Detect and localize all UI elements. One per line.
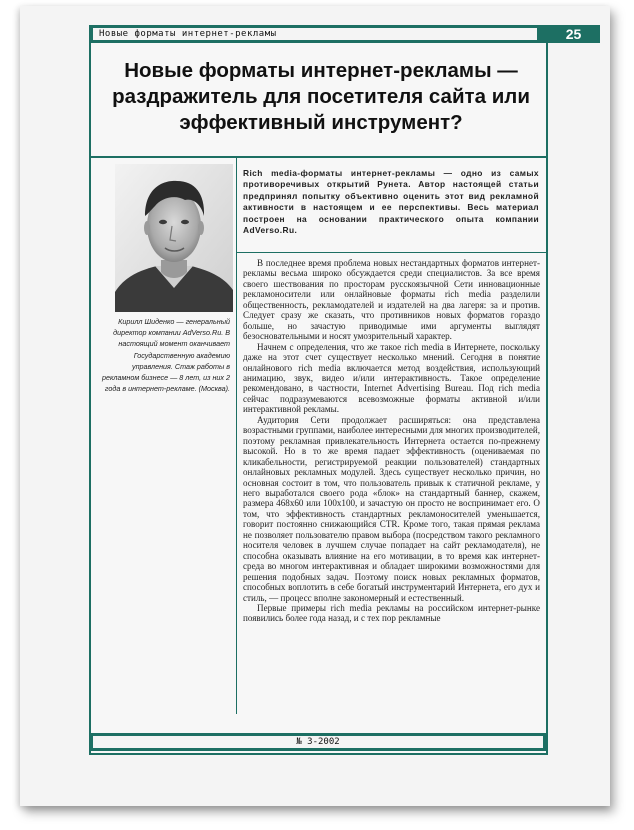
article-title: Новые форматы интернет-рекламы — раздражитель для посетителя сайта или эффективный инструмент? [112,59,530,134]
body-paragraph: В последнее время проблема новых нестандартных форматов интернет-рекламы весьма широко обсуждается среди специалистов. За все время своего шествования по просторам русскоязычной Сети инновационные рекламоносители или онлайновые форматы rich media разделили общественность, рекламодателей и издателей на два лагеря: за и против. Следует сразу же сказать, что противников новых форматов гораздо больше, но зачастую приводимые ими аргументы выглядят безосновательными и носят умозрительный характер. [243,258,540,342]
author-caption: Кирилл Шиденко — генеральный директор компании AdVerso.Ru. В настоящий момент оканчивает Государственную академию управления. Стаж работы в рекламном бизнесе — 8 лет, из них 2 года в интернет-рекламе. (Москва). [102,317,231,394]
section-title: Новые форматы интернет-рекламы [93,28,537,40]
title-divider [89,156,547,158]
author-photo [115,164,233,312]
body-paragraph: Аудитория Сети продолжает расширяться: она представлена возрастными группами, наиболее интересными для многих производителей, поэтому рекламная привлекательность Интернета остается по-прежнему высокой. Но в то же время падает эффективность (оцениваемая по кликабельности, регистрируемой реакции пользователей) стандартных онлайновых рекламных модулей. Здесь существует несколько причин, но основная состоит в том, что пользователь привык к статичной рекламе, у него выработался своего рода «блок» на стандартный баннер, скажем, размера 468х60 или 100х100, и зачастую он просто не воспринимает его. О том, что эффективность стандартных рекламоносителей уменьшается, говорит постоянно снижающийся CTR. Кроме того, такая прямая реклама не позволяет пользователю правом выбора (посредством такого рекламного носителя человек в лучшем случае попадает на сайт рекламодателя), не способна оказывать влияние на его мотивации, в то время как интернет-среда во многом интерактивная и обладает широкими возможностями для решения подобных задач. Поэтому поиск новых рекламных форматов, способных воплотить в себе богатый инструментарий Интернета, его дух и стиль, — процесс вполне закономерный и естественный. [243,414,541,603]
body-paragraph: Первые примеры rich media рекламы на российском интернет-рынке появились более года назад, и с тех пор рекламные [243,602,540,624]
body-paragraph: Начнем с определения, что же такое rich media в Интернете, поскольку даже на этот счет существует несколько мнений. Сегодня в понятие онлайнового rich media включается метод воздействия, использующий анимацию, звук, видео и/или интерактивность. Такое определение рекомендовано, в частности, Internet Advertising Bureau. Под rich media сейчас подразумеваются всевозможные форматы активной и/или интерактивной рекламы. [243,341,540,415]
article-lead: Rich media-форматы интернет-рекламы — одно из самых противоречивых открытий Рунета. Автор настоящей статьи предпринял попытку объективно оценить этот вид рекламной активности в настоящем и ее перспективы. Весь материал построен на основании практического опыта компании AdVerso.Ru. [243,168,539,236]
lead-divider [237,252,547,253]
article-body [243,258,540,624]
issue-number: № 3-2002 [93,736,543,748]
page-number: 25 [547,25,600,43]
column-divider [236,158,237,714]
